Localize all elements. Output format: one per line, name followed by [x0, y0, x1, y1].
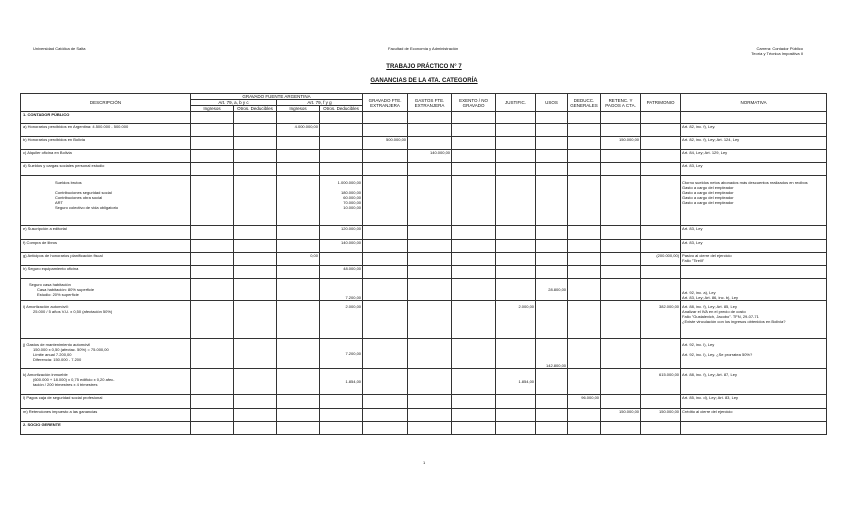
row-norm: Crédito al cierre del ejercicio — [681, 409, 827, 422]
row-desc: 150.000 x 0,50 (afectac. 50%) = 75.000,00 — [33, 347, 109, 352]
row-value: 0,00 — [277, 253, 320, 266]
section-row — [21, 112, 827, 124]
col-ded-2: Otros. Deducibles — [320, 106, 363, 112]
row-desc: Contribuciones seguridad social — [55, 190, 112, 195]
row-desc: Seguro casa habitación — [29, 282, 71, 287]
row-desc: i) Amortización automóvil: — [23, 304, 69, 309]
row-desc: ART — [55, 200, 63, 205]
row-norm-group — [681, 253, 827, 266]
row-desc: Sueldos brutos — [55, 180, 82, 185]
page-number: 1 — [423, 460, 426, 465]
row-value: 1.854,00 — [496, 369, 536, 395]
row-desc: l) Pagos caja de seguridad social profesional — [21, 395, 191, 409]
table-row — [21, 176, 827, 226]
table-row — [21, 240, 827, 253]
row-norm-group — [681, 339, 827, 369]
row-value: 48.000,00 — [320, 266, 363, 279]
table-row — [21, 124, 827, 137]
row-desc-group — [21, 301, 191, 339]
row-value: 120.000,00 — [320, 226, 363, 240]
section-row — [21, 422, 827, 435]
row-desc: c) Alquiler oficina en Bolivia — [21, 150, 191, 163]
row-value: 70.000,00 — [343, 200, 362, 205]
row-norm: Art. 83, Ley; Art. 86, inc. b), Ley — [682, 295, 739, 300]
table-row — [21, 163, 827, 176]
row-value-group — [320, 176, 363, 226]
row-value: 1.854,00 — [320, 369, 363, 395]
col-ded-1: Otros. Deducibles — [234, 106, 277, 112]
col-retenc: RETENC. Y PAGOS A CTA. — [601, 94, 641, 112]
row-value: 1.000.000,00 — [337, 180, 362, 185]
row-value: 382.000,00 — [641, 301, 681, 339]
row-desc: Casa habitación: 80% superficie — [37, 287, 95, 292]
table-row — [21, 409, 827, 422]
row-desc: a) Honorarios percibidos en Argentina: 4.500.000 - 500.000 — [21, 124, 191, 137]
document-subtitle: GANANCIAS DE LA 4TA. CATEGORÍA — [370, 78, 478, 84]
header-course-line2: Teoría y Técnica Impositiva II — [751, 51, 803, 56]
row-norm: Art. 82, inc. f), Ley; Art. 124, Ley — [681, 137, 827, 150]
col-art79fg: Art. 79, f y g — [277, 100, 363, 106]
row-norm: Gasto a cargo del empleador — [682, 200, 734, 205]
table-row — [21, 137, 827, 150]
row-norm: Art. 85, inc. d), Ley; Art. 83, Ley — [681, 395, 827, 409]
row-norm: Art. 88, inc. f), Ley; Art. 85, Ley — [682, 304, 737, 309]
row-desc: Límite anual 7.200,00 — [33, 352, 72, 357]
row-norm-group — [681, 176, 827, 226]
table-row — [21, 369, 827, 395]
row-desc: e) Suscripción a editorial — [21, 226, 191, 240]
table-row — [21, 279, 827, 301]
col-patrimonio: PATRIMONIO — [641, 94, 681, 112]
table-row — [21, 339, 827, 369]
row-value: 500.000,00 — [363, 137, 408, 150]
header-faculty: Facultad de Economía y Administración — [388, 46, 459, 51]
row-value: 10.000,00 — [343, 205, 362, 210]
col-ingresos-1: Ingresos — [191, 106, 234, 112]
row-norm: Gasto a cargo del empleador — [682, 190, 734, 195]
row-desc-group — [21, 279, 191, 301]
row-value: 140.000,00 — [408, 150, 452, 163]
row-value: 96.000,00 — [568, 395, 601, 409]
row-norm-group — [681, 279, 827, 301]
col-exento: EXENTO / NO GRAVADO — [452, 94, 496, 112]
row-value: 140.000,00 — [320, 240, 363, 253]
row-desc-group — [21, 339, 191, 369]
row-norm: Art. 92, inc. a), Ley — [682, 290, 716, 295]
row-value: 180.000,00 — [341, 190, 362, 195]
row-norm: Art. 83, Ley — [681, 240, 827, 253]
col-gastos-ext: GASTOS FTE. EXTRANJERA — [408, 94, 452, 112]
header-course — [751, 46, 803, 56]
section-title: 2. SOCIO GERENTE — [21, 422, 191, 435]
row-value: 7.200,00 — [320, 279, 363, 301]
row-value: 142.800,00 — [536, 339, 568, 369]
row-desc: Estudio: 20% superficie — [37, 292, 79, 297]
col-ingresos-2: Ingresos — [277, 106, 320, 112]
row-norm: Pasivo al cierre del ejercicio — [682, 253, 732, 258]
row-desc: m) Retenciones impuesto a las ganancias — [21, 409, 191, 422]
table-row — [21, 150, 827, 163]
row-desc: h) Seguro equipamiento oficina — [21, 266, 191, 279]
row-norm: Art. 92, inc. l), Ley. ¿Se prorratea 50%? — [682, 352, 753, 357]
row-desc: d) Sueldos y cargas sociales personal estudio — [21, 163, 191, 176]
row-desc-group — [21, 176, 191, 226]
row-desc: k) Amortización inmueble — [23, 372, 68, 377]
row-norm: Ctorno sueldos netos abonados más descuentos realizados en recibos — [682, 180, 808, 185]
document-title: TRABAJO PRÁCTICO N° 7 — [386, 64, 462, 70]
row-norm: ¿Existe vinculación con los ingresos obtenidos en Bolivia? — [682, 319, 786, 324]
header-university: Universidad Católica de Salta — [33, 46, 86, 51]
row-value: 4.000.000,00 — [277, 124, 320, 137]
table-row — [21, 253, 827, 266]
row-desc: f) Compra de libros — [21, 240, 191, 253]
row-value: 150.000,00 — [601, 409, 641, 422]
col-usos: USOS — [536, 94, 568, 112]
col-gravado-ext: GRAVADO FTE. EXTRANJERA — [363, 94, 408, 112]
row-desc: (600.000 + 18.000) x 0,75 edificio x 0,20 afec- — [33, 377, 115, 382]
row-desc: Diferencia: 150.000 - 7.200 — [33, 357, 82, 362]
row-norm: Art. 83, Ley — [681, 226, 827, 240]
row-norm: Art. 84, Ley; Art. 129, Ley — [681, 150, 827, 163]
header-row-1 — [21, 94, 827, 100]
col-deducc: DEDUCC. GENERALES — [568, 94, 601, 112]
header-course-line1: Carrera: Contador Público — [756, 46, 803, 51]
row-desc: g) Anticipos de honorarios planificación fiscal — [21, 253, 191, 266]
col-gravado-fuente: GRAVADO FUENTE ARGENTINA — [191, 94, 363, 100]
row-value: 28.800,00 — [536, 279, 568, 301]
row-desc: Seguro colectivo de vida obligatorio — [55, 205, 119, 210]
row-value: 150.000,00 — [641, 409, 681, 422]
table-row — [21, 395, 827, 409]
row-norm: Fallo "Tirelli" — [682, 258, 705, 263]
row-desc: Contribuciones obra social — [55, 195, 103, 200]
row-norm: Gasto a cargo del empleador — [682, 185, 734, 190]
row-norm: Art. 92, inc. l), Ley — [682, 342, 715, 347]
row-value: 150.000,00 — [601, 137, 641, 150]
row-value: 2.000,00 — [320, 301, 363, 339]
row-norm-group — [681, 301, 827, 339]
table-row — [21, 301, 827, 339]
row-value: (200.000,00) — [641, 253, 681, 266]
row-norm: Analizar el IVA en el precio de costo — [682, 309, 746, 314]
col-descripcion: DESCRIPCIÓN — [21, 94, 191, 112]
row-value: 2.000,00 — [496, 301, 536, 339]
row-norm: Gasto a cargo del empleador — [682, 195, 734, 200]
table-row — [21, 266, 827, 279]
row-value: 615.000,00 — [641, 369, 681, 395]
table-row — [21, 226, 827, 240]
row-norm: Fallo "Gustalevich, Jacobo". TFN, 29-07-71 — [682, 314, 759, 319]
row-desc-group — [21, 369, 191, 395]
row-desc: b) Honorarios percibidos en Bolivia — [21, 137, 191, 150]
row-norm: Art. 83, Ley — [681, 163, 827, 176]
row-norm: Art. 88, inc. f), Ley; Art. 87, Ley — [681, 369, 827, 395]
row-desc: tación / 200 trimestres x 4 trimestres — [33, 382, 98, 387]
row-desc: 25.000 / 5 años V.U. x 0,50 (afectación 50%) — [33, 309, 113, 314]
ganancias-table — [20, 93, 827, 435]
section-title: 1. CONTADOR PÚBLICO — [21, 112, 191, 124]
row-value: 7.200,00 — [320, 339, 363, 369]
row-norm: Art. 82, inc. f), Ley. — [681, 124, 827, 137]
col-art79abc: Art. 79, a, b y c — [191, 100, 277, 106]
row-value: 60.000,00 — [343, 195, 362, 200]
row-desc: j) Gastos de mantenimiento automóvil — [23, 342, 91, 347]
col-normativa: NORMATIVA — [681, 94, 827, 112]
col-justific: JUSTIFIC. — [496, 94, 536, 112]
